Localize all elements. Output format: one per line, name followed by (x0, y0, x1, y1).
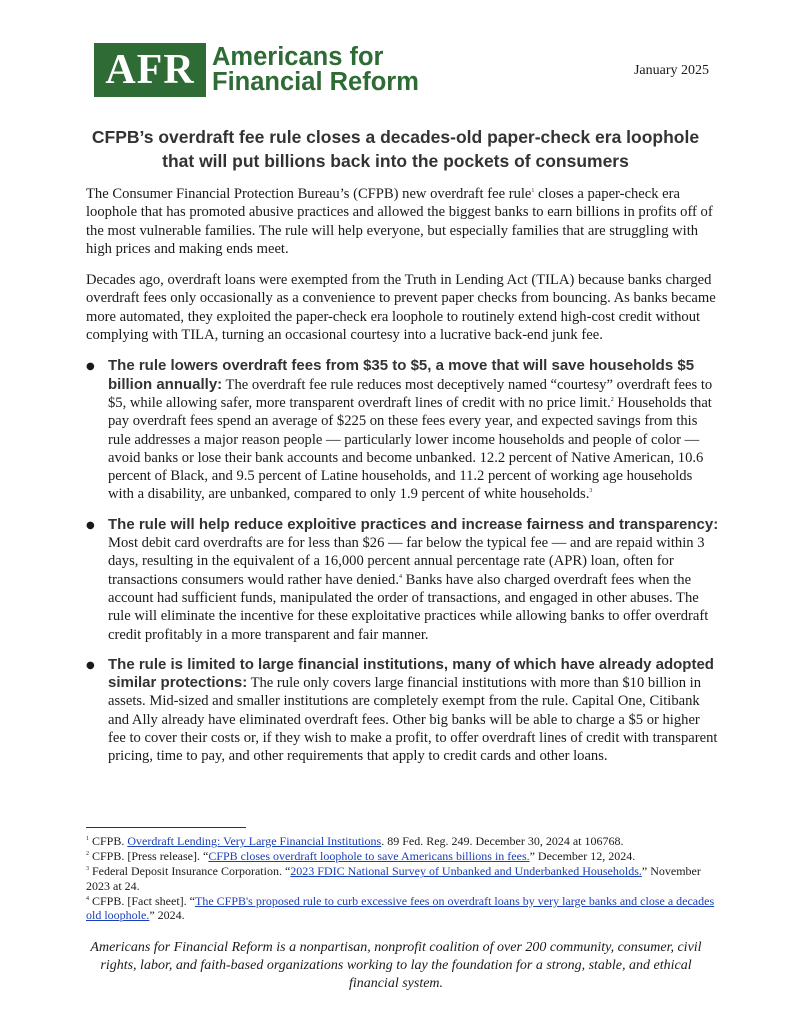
organization-description: Americans for Financial Reform is a nonpartisan, nonprofit coalition of over 200 community, consumer, civil rights, labor, and faith-based organizations working to lay the foundation for a strong, stable, and ethical financial system. (90, 940, 702, 991)
document-body (86, 185, 720, 778)
footnote-divider (86, 827, 246, 828)
footnote-3 (86, 864, 726, 892)
logo-wordmark (212, 45, 419, 95)
footnote-number: 2 (86, 851, 89, 858)
logo-line-2: Financial Reform (212, 68, 419, 96)
intro-text-a: The Consumer Financial Protection Bureau’s (CFPB) new overdraft fee rule (86, 186, 532, 202)
afr-logo (94, 43, 419, 97)
intro-text-b: closes a paper-check era loophole that has promoted abusive practices and allowed the biggest banks to earn billions in profits off of the most vulnerable families. The rule will help everyone, but especially families that are struggling with high prices and making ends meet. (86, 186, 713, 257)
footnotes (86, 834, 726, 923)
footnote-text: ” 2024. (149, 908, 185, 923)
footnote-ref: 3 (589, 488, 593, 495)
bullet-text: The rule only covers large financial institutions with more than $10 billion in assets. Mid-sized and smaller institutions are completely exempt from the rule. Capital One, Citibank and Ally already have eliminated overdraft fees. Other big banks will be able to charge a $5 or higher fee to cover their costs or, if they wish to make a profit, to offer overdraft lines of credit with transparent pricing, time to pay, and other requirements that apply to credit cards and other loans. (108, 675, 718, 765)
logo-abbr: AFR (94, 43, 206, 97)
bullet-lead: The rule is limited to large financial institutions, many of which have already adopted similar protections: (108, 655, 714, 692)
list-item (86, 357, 720, 503)
list-item (86, 656, 720, 766)
intro-paragraph (86, 185, 720, 258)
footnote-4 (86, 894, 726, 922)
bullet-text: Households that pay overdraft fees spend an average of $225 on these fees every year, and expected savings from this rule addresses a major reason people — particularly lower income households and people of color — avoid banks or lose their bank accounts and become unbanked. 12.2 percent of Native American, 10.6 percent of Black, and 9.5 percent of Latine households, and 11.2 percent of working age households with a disability, are unbanked, compared to only 1.9 percent of white households. (108, 394, 712, 503)
footnote-number: 3 (86, 866, 89, 873)
footnote-text: . 89 Fed. Reg. 249. December 30, 2024 at 106768. (381, 834, 624, 848)
bullet-text: Most debit card overdrafts are for less than $26 — far below the typical fee — and are repaid within 3 days, resulting in the equivalent of a 16,000 percent annual percentage rate (APR) loan, often for transactions consumers would rather have denied. (108, 535, 705, 588)
footnote-link-3[interactable]: 2023 FDIC National Survey of Unbanked and Underbanked Households. (290, 864, 642, 879)
bullet-lead: The rule will help reduce exploitive practices and increase fairness and transparency: (108, 515, 719, 533)
footnote-text: CFPB. [Fact sheet]. “ (89, 893, 195, 908)
footnote-ref: 2 (610, 397, 614, 404)
footnote-link-1[interactable]: Overdraft Lending: Very Large Financial Institutions (127, 834, 382, 848)
footnote-text: Federal Deposit Insurance Corporation. “ (89, 864, 291, 879)
footnote-ref: 4 (398, 573, 402, 580)
footnote-text: ” November 2023 at 24. (86, 864, 701, 893)
footnote-ref-1: 1 (531, 188, 535, 195)
footnote-link-4[interactable]: The CFPB's proposed rule to curb excessive fees on overdraft loans by very large banks and close a decades old loophole. (86, 893, 715, 923)
document-title (60, 125, 731, 173)
logo-line-1: Americans for (212, 43, 384, 71)
footnote-number: 4 (86, 895, 89, 902)
footnote-2 (86, 849, 726, 863)
background-paragraph: Decades ago, overdraft loans were exempted from the Truth in Lending Act (TILA) because banks charged overdraft fees only occasionally as a convenience to prevent paper checks from bouncing. As banks became more automated, they exploited the paper-check era loophole to routinely extend high-cost credit without complying with TILA, turning an occasional courtesy into a lucrative back-end junk fee. (86, 272, 716, 344)
list-item (86, 516, 720, 644)
bullet-text: The overdraft fee rule reduces most deceptively named “courtesy” overdraft fees to $5, while allowing safer, more transparent overdraft lines of credit with no price limit. (108, 376, 713, 411)
document-date: January 2025 (633, 63, 709, 78)
footnote-text: CFPB. (89, 834, 128, 848)
footnote-number: 1 (86, 836, 89, 842)
bullet-text: Banks have also charged overdraft fees when the account had sufficient funds, manipulated the order of transactions, and engaged in other abuses. The rule will eliminate the incentive for these exploitative practices while allowing banks to offer overdraft credit profitably in a more transparent and fair manner. (108, 571, 709, 643)
footnote-text: ” December 12, 2024. (529, 849, 636, 864)
bullet-lead: The rule lowers overdraft fees from $35 to $5, a move that will save households $5 billion annually: (108, 357, 695, 393)
footnote-text: CFPB. [Press release]. “ (89, 849, 209, 864)
title-line-1: CFPB’s overdraft fee rule closes a decades-old paper-check era loophole (91, 127, 700, 147)
footnote-link-2[interactable]: CFPB closes overdraft loophole to save Americans billions in fees. (208, 849, 530, 864)
key-points-list (86, 357, 720, 765)
title-line-2: that will put billions back into the pockets of consumers (162, 151, 629, 171)
footnote-1 (86, 834, 726, 848)
